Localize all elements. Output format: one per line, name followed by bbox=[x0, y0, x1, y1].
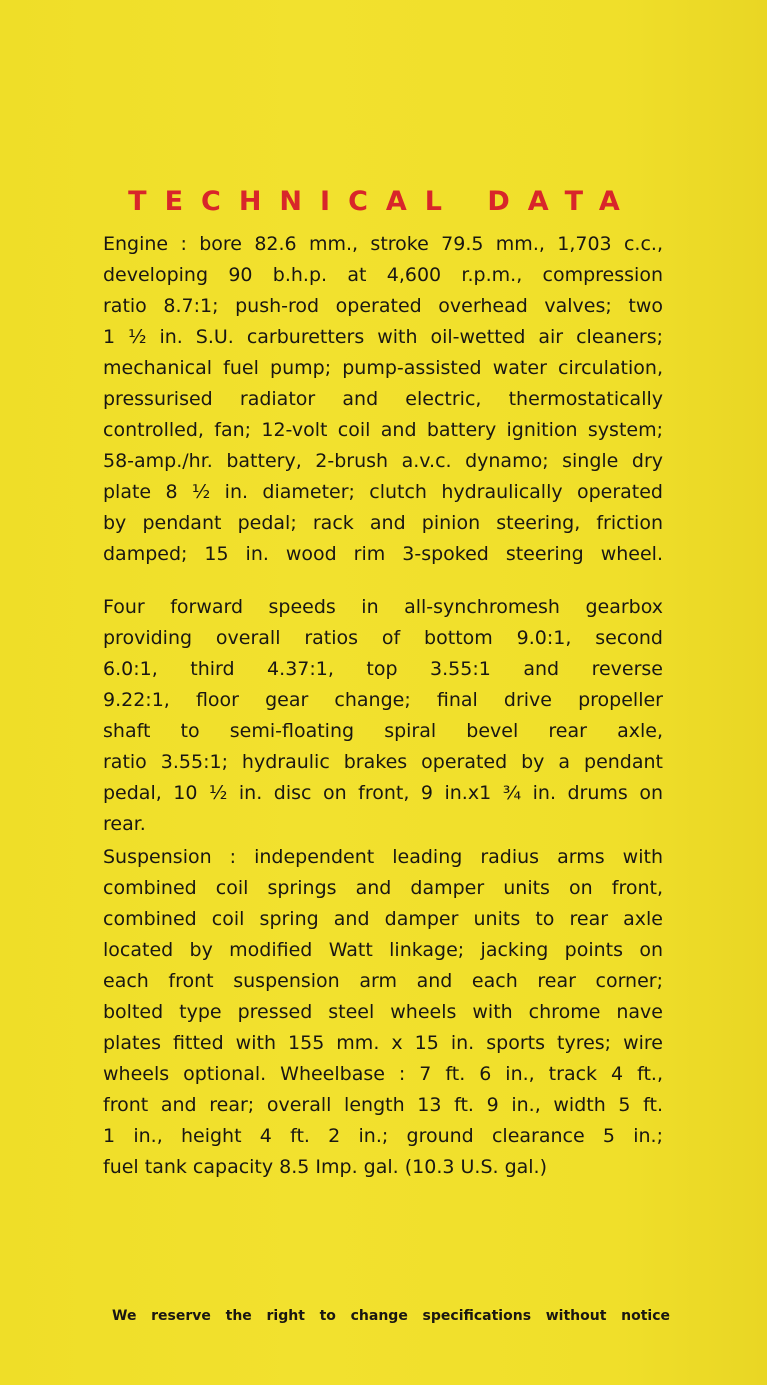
suspension-line: 1 in., height 4 ft. 2 in.; ground clearance 5 in.; bbox=[103, 1125, 663, 1147]
transmission-line: providing overall ratios of bottom 9.0:1, second bbox=[103, 627, 663, 649]
engine-line: pressurised radiator and electric, thermostatically bbox=[103, 388, 663, 410]
transmission-line: 9.22:1, floor gear change; final drive propeller bbox=[103, 689, 663, 711]
engine-line: 1 ½ in. S.U. carburetters with oil-wetted air cleaners; bbox=[103, 326, 663, 348]
suspension-line: fuel tank capacity 8.5 Imp. gal. (10.3 U.S. gal.) bbox=[103, 1156, 548, 1178]
suspension-line: located by modified Watt linkage; jacking points on bbox=[103, 939, 663, 961]
engine-line: Engine : bore 82.6 mm., stroke 79.5 mm., 1,703 c.c., bbox=[103, 233, 663, 255]
transmission-line: shaft to semi-floating spiral bevel rear axle, bbox=[103, 720, 663, 742]
engine-line: developing 90 b.h.p. at 4,600 r.p.m., compression bbox=[103, 264, 663, 286]
suspension-line: plates fitted with 155 mm. x 15 in. sports tyres; wire bbox=[103, 1032, 663, 1054]
footer-notice: We reserve the right to change specifications without notice bbox=[112, 1308, 670, 1324]
engine-line: ratio 8.7:1; push-rod operated overhead valves; two bbox=[103, 295, 663, 317]
engine-paragraph bbox=[103, 229, 663, 570]
suspension-paragraph bbox=[103, 842, 663, 1183]
suspension-line: each front suspension arm and each rear corner; bbox=[103, 970, 663, 992]
engine-line: damped; 15 in. wood rim 3-spoked steering wheel. bbox=[103, 543, 663, 565]
transmission-line: pedal, 10 ½ in. disc on front, 9 in.x1 ¾ in. drums on bbox=[103, 782, 663, 804]
transmission-line: 6.0:1, third 4.37:1, top 3.55:1 and reverse bbox=[103, 658, 663, 680]
engine-line: by pendant pedal; rack and pinion steering, friction bbox=[103, 512, 663, 534]
engine-line: plate 8 ½ in. diameter; clutch hydraulically operated bbox=[103, 481, 663, 503]
transmission-line: Four forward speeds in all-synchromesh gearbox bbox=[103, 596, 663, 618]
transmission-line: ratio 3.55:1; hydraulic brakes operated by a pendant bbox=[103, 751, 663, 773]
suspension-line: bolted type pressed steel wheels with chrome nave bbox=[103, 1001, 663, 1023]
suspension-line: combined coil spring and damper units to rear axle bbox=[103, 908, 663, 930]
suspension-line: Suspension : independent leading radius arms with bbox=[103, 846, 663, 868]
transmission-line: rear. bbox=[103, 813, 146, 835]
suspension-line: combined coil springs and damper units on front, bbox=[103, 877, 663, 899]
engine-line: mechanical fuel pump; pump-assisted water circulation, bbox=[103, 357, 663, 379]
suspension-line: front and rear; overall length 13 ft. 9 in., width 5 ft. bbox=[103, 1094, 663, 1116]
suspension-line: wheels optional. Wheelbase : 7 ft. 6 in., track 4 ft., bbox=[103, 1063, 663, 1085]
transmission-paragraph bbox=[103, 592, 663, 840]
engine-line: 58-amp./hr. battery, 2-brush a.v.c. dynamo; single dry bbox=[103, 450, 663, 472]
engine-line: controlled, fan; 12-volt coil and battery ignition system; bbox=[103, 419, 663, 441]
page-title: TECHNICAL DATA bbox=[128, 186, 638, 217]
